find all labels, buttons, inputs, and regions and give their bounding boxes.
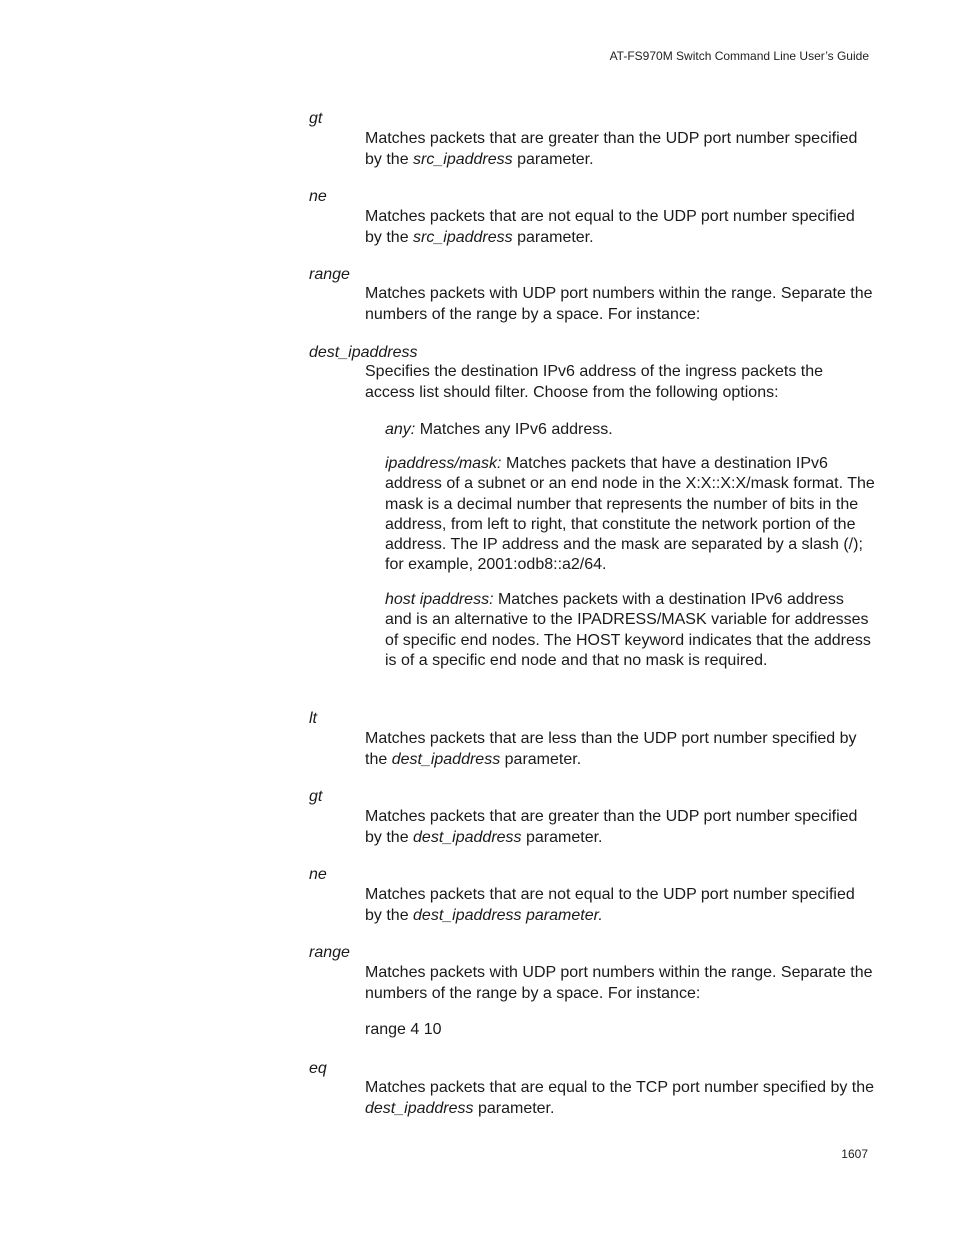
- description-dest-ipaddress: Specifies the destination IPv6 address of the ingress packets the access list should filter. Choose from the following options:: [365, 363, 824, 401]
- term-range: range: [309, 266, 350, 283]
- param-name: src_ipaddress: [413, 228, 513, 246]
- option-label: host ipaddress:: [385, 591, 494, 608]
- term-gt: gt: [309, 110, 323, 127]
- param-name: dest_ipaddress: [391, 750, 501, 768]
- description-lt: Matches packets that are less than the UDP port number specified by the dest_ipaddress parameter.: [365, 730, 857, 768]
- option-host-ipaddress: host ipaddress: Matches packets with a destination IPv6 address and is an alternative to the IPADRESS/MASK variable for addresses of specific end nodes. The HOST keyword indicates that the address is of a specific end node and that no mask is required.: [385, 591, 871, 669]
- term-lt: lt: [309, 710, 317, 727]
- param-name: dest_ipaddress: [413, 828, 522, 846]
- description-eq: Matches packets that are equal to the TCP port number specified by the dest_ipaddress parameter.: [365, 1079, 875, 1117]
- term-ne: ne: [309, 866, 327, 883]
- term-ne: ne: [309, 188, 327, 205]
- description-range: Matches packets with UDP port numbers within the range. Separate the numbers of the range by a space. For instance:: [365, 285, 873, 323]
- param-name: src_ipaddress: [413, 150, 513, 168]
- term-range: range: [309, 944, 350, 961]
- running-header: AT-FS970M Switch Command Line User’s Guide: [609, 49, 869, 63]
- term-gt: gt: [309, 788, 323, 805]
- option-label: any:: [385, 421, 416, 438]
- description-ne: Matches packets that are not equal to the UDP port number specified by the dest_ipaddress parameter.: [365, 886, 855, 924]
- param-name: dest_ipaddress: [365, 1099, 474, 1117]
- page-number: 1607: [841, 1147, 868, 1161]
- option-label: ipaddress/mask:: [385, 455, 502, 472]
- term-eq: eq: [309, 1060, 327, 1077]
- param-name: dest_ipaddress parameter.: [413, 906, 603, 924]
- description-gt: Matches packets that are greater than the UDP port number specified by the dest_ipaddress parameter.: [365, 808, 858, 846]
- option-any: any: Matches any IPv6 address.: [385, 421, 613, 438]
- description-range: Matches packets with UDP port numbers within the range. Separate the numbers of the range by a space. For instance:: [365, 964, 873, 1002]
- term-dest-ipaddress: dest_ipaddress: [309, 344, 418, 361]
- description-gt: Matches packets that are greater than the UDP port number specified by the src_ipaddress parameter.: [365, 130, 858, 168]
- option-ipaddress-mask: ipaddress/mask: Matches packets that have a destination IPv6 address of a subnet or an end node in the X:X::X:X/mask format. The mask is a decimal number that represents the number of bits in the address, from left to right, that constitute the network portion of the address. The IP address and the mask are separated by a slash (/); for example, 2001:odb8::a2/64.: [385, 455, 875, 574]
- description-ne: Matches packets that are not equal to the UDP port number specified by the src_ipaddress parameter.: [365, 208, 855, 246]
- example-range: range 4 10: [365, 1021, 442, 1038]
